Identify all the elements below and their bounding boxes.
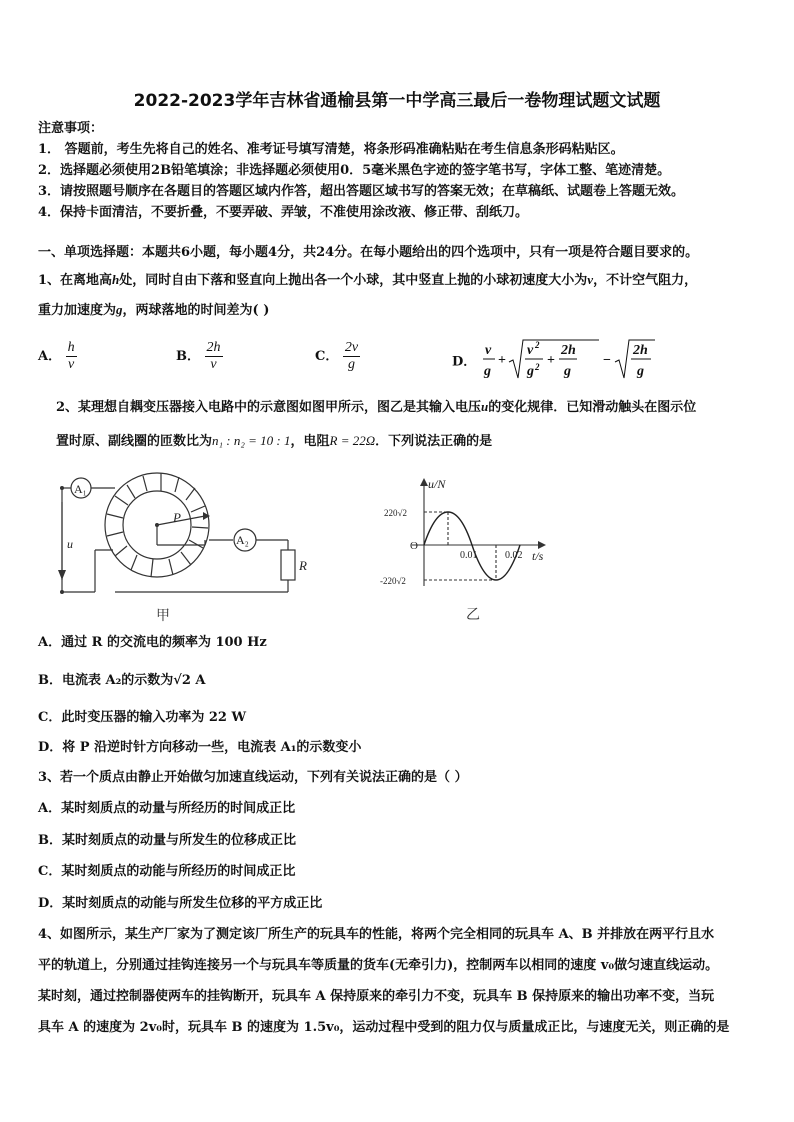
page-title: 2022-2023学年吉林省通榆县第一中学高三最后一卷物理试题文试题 [133, 91, 661, 111]
q4-stem-line: 4、如图所示，某生产厂家为了测定该厂所生产的玩具车的性能，将两个完全相同的玩具车 A、B 并排放在两平行且水 [38, 927, 715, 942]
notes-heading: 注意事项： [38, 121, 104, 136]
axis-label-t: t/s [532, 549, 544, 563]
label-a1: A₁ [74, 482, 87, 496]
note-item: 3．请按照题号顺序在各题目的答题区域内作答，超出答题区域书写的答案无效；在草稿纸、试题卷上答题无效。 [38, 184, 685, 199]
figure-voltage-graph [360, 476, 560, 626]
axis-label-u: u/N [428, 477, 446, 491]
svg-text:g: g [483, 364, 491, 379]
q3-option-d[interactable]: D．某时刻质点的动能与所发生位移的平方成正比 [38, 896, 323, 911]
note-item: 4．保持卡面清洁，不要折叠，不要弄破、弄皱，不准使用涂改液、修正带、刮纸刀。 [38, 205, 529, 220]
svg-text:2: 2 [534, 340, 540, 350]
q3-stem: 3、若一个质点由静止开始做匀加速直线运动，下列有关说法正确的是（ ） [38, 770, 468, 785]
label-p: P [173, 510, 181, 525]
q1-stem-line1: 1、在离地高h处，同时自由下落和竖直向上抛出各一个小球，其中竖直上抛的小球初速度大小为v，不计空气阻力， [38, 272, 698, 288]
label-r: R [299, 558, 307, 573]
q3-option-a[interactable]: A．某时刻质点的动量与所经历的时间成正比 [38, 801, 296, 816]
svg-text:g: g [636, 364, 644, 379]
q3-option-c[interactable]: C．某时刻质点的动能与所经历的时间成正比 [38, 864, 296, 879]
svg-text:2: 2 [534, 362, 540, 372]
ymax-label: 220√2 [384, 508, 407, 518]
q4-stem-line: 某时刻，通过控制器使两车的挂钩断开，玩具车 A 保持原来的牵引力不变，玩具车 B 保持原来的输出功率不变，当玩 [38, 989, 715, 1004]
ymin-label: -220√2 [380, 576, 406, 586]
q2-option-b[interactable]: B．电流表 A₂的示数为√2 A [38, 673, 206, 688]
tick-label-x2: 0.02 [505, 550, 523, 561]
q1-option-d-formula [481, 336, 661, 384]
figure-transformer-circuit [55, 470, 325, 630]
svg-text:v: v [484, 343, 492, 358]
section-heading: 一、单项选择题：本题共6小题，每小题4分，共24分。在每小题给出的四个选项中，只有一项是符合题目要求的。 [38, 245, 699, 260]
figure-caption-a: 甲 [156, 609, 170, 624]
svg-text:v: v [526, 343, 534, 358]
q1-option-a[interactable]: A． $\frac{h}{v}$ [38, 340, 75, 372]
note-item: 1． 答题前，考生先将自己的姓名、准考证号填写清楚，将条形码准确粘贴在考生信息条形码粘贴区。 [38, 142, 624, 157]
svg-text:2h: 2h [632, 343, 648, 358]
q2-stem-line2: 置时原、副线圈的匝数比为n₁ : n₂ = 10 : 1，电阻R = 22Ω．下列说法正确的是 [56, 433, 493, 449]
svg-text:+: + [497, 353, 506, 368]
note-item: 2．选择题必须使用2B铅笔填涂；非选择题必须使用0．5毫米黑色字迹的签字笔书写，字体工整、笔迹清楚。 [38, 163, 671, 178]
q2-option-c[interactable]: C．此时变压器的输入功率为 22 W [38, 710, 247, 725]
origin-label: O [410, 540, 418, 552]
label-a2: A₂ [236, 533, 249, 547]
q1-stem-line2: 重力加速度为g，两球落地的时间差为( ) [38, 302, 270, 318]
q2-stem-line1: 2、某理想自耦变压器接入电路中的示意图如图甲所示，图乙是其输入电压u的变化规律．已知滑动触头在图示位 [56, 399, 697, 415]
q1-option-c[interactable]: C． $\frac{2v}{g}$ [315, 340, 359, 372]
svg-text:g: g [563, 364, 571, 379]
svg-text:g: g [526, 364, 534, 379]
svg-text:+: + [546, 353, 555, 368]
svg-text:−: − [602, 353, 611, 368]
tick-label-x1: 0.01 [460, 550, 478, 561]
figure-caption-b: 乙 [466, 608, 480, 623]
svg-text:2h: 2h [560, 343, 576, 358]
q2-option-a[interactable]: A．通过 R 的交流电的频率为 100 Hz [38, 635, 267, 650]
q1-option-d[interactable]: D． v g + v 2 g 2 + 2h g − 2h g [452, 336, 661, 384]
q2-option-d[interactable]: D．将 P 沿逆时针方向移动一些，电流表 A₁的示数变小 [38, 740, 362, 755]
q4-stem-line: 平的轨道上，分别通过挂钩连接另一个与玩具车等质量的货车(无牵引力)，控制两车以相同的速度 v₀做匀速直线运动。 [38, 958, 719, 973]
q1-option-b[interactable]: B． $\frac{2h}{v}$ [176, 340, 221, 372]
q3-option-b[interactable]: B．某时刻质点的动量与所发生的位移成正比 [38, 833, 296, 848]
label-u: u [67, 537, 73, 551]
q4-stem-line: 具车 A 的速度为 2v₀时，玩具车 B 的速度为 1.5v₀，运动过程中受到的阻力仅与质量成正比，与速度无关，则正确的是 [38, 1020, 730, 1035]
